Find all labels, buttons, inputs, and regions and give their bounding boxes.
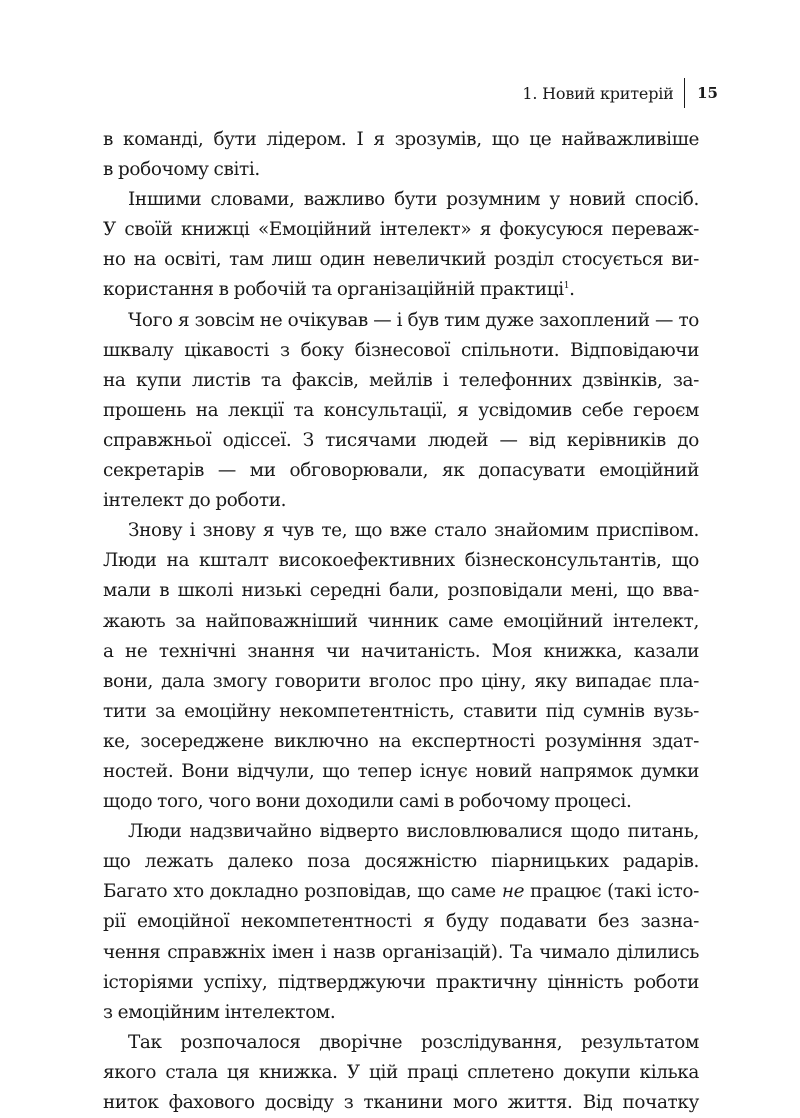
text-line-content: в команді, бути лідером. І я зрозумів, що це найважливіше [103, 129, 699, 150]
text-line [103, 907, 699, 937]
text-line [103, 366, 699, 396]
text-line [103, 1058, 699, 1088]
text-line [103, 185, 699, 215]
text-line [103, 847, 699, 877]
text-line-content: секретарів — ми обговорювали, як допасувати емоційний [103, 460, 699, 482]
text-line-content: Багато хто докладно розповідав, що саме [103, 881, 502, 903]
text-line-content: вони, дала змогу говорити вголос про ціну, яку випадає пла- [103, 670, 699, 692]
text-line [103, 546, 699, 576]
text-line-content: користання в робочій та організаційній практиці [103, 279, 564, 301]
text-line-content: що лежать далеко поза досяжністю піарницьких радарів. [103, 851, 699, 873]
text-line [103, 516, 699, 546]
text-line [103, 215, 699, 245]
text-line [103, 396, 699, 426]
text-line [103, 968, 699, 998]
text-line [103, 817, 699, 847]
text-line-content: в робочому світі. [103, 159, 260, 181]
text-line-content: Чого я зовсім не очікував — і був тим дуже захоплений — то [128, 309, 699, 331]
text-line-content: з емоційним інтелектом. [103, 1001, 336, 1023]
text-line [103, 607, 699, 637]
text-line [103, 877, 699, 907]
text-line-content: чення справжніх імен і назв організацій). Та чимало ділились [103, 941, 699, 963]
text-line-content: жають за найповажніший чинник саме емоційний інтелект, [103, 610, 699, 632]
text-line [103, 456, 699, 486]
body-text [103, 125, 699, 1118]
text-line [103, 155, 699, 185]
running-title: 1. Новий критерій [522, 83, 674, 103]
text-line-content: Люди надзвичайно відверто висловлювалися щодо питань, [128, 821, 699, 843]
text-line [103, 306, 699, 336]
text-line [103, 697, 699, 727]
text-line-content: на купи листів та факсів, мейлів і телефонних дзвінків, за- [103, 369, 699, 391]
text-line-content: справжньої одіссеї. З тисячами людей — від керівників до [103, 429, 699, 451]
text-line [103, 1028, 699, 1058]
text-line [103, 637, 699, 667]
text-line [103, 1088, 699, 1118]
text-line-content: ниток фахового досвіду з тканини мого життя. Від початку [103, 1092, 699, 1113]
text-line-content: ке, зосереджене виключно на експертності розуміння здат- [103, 730, 699, 752]
text-line-content: Знову і знову я чув те, що вже стало знайомим приспівом. [128, 520, 699, 542]
text-line-content: тити за емоційну некомпетентність, ставити під сумнів вузь- [103, 700, 699, 722]
text-line [103, 938, 699, 968]
text-line-content: ностей. Вони відчули, що тепер існує новий напрямок думки [103, 760, 699, 782]
text-line-content: рії емоційної некомпетентності я буду подавати без зазна- [103, 911, 699, 933]
text-line-content: якого стала ця книжка. У цій праці сплетено докупи кілька [103, 1061, 699, 1083]
text-line-content: но на освіті, там лиш один невеличкий розділ стосується ви- [103, 249, 699, 271]
text-line [103, 486, 699, 516]
text-line [103, 757, 699, 787]
text-line-content: історіями успіху, підтверджуючи практичну цінність роботи [103, 971, 699, 993]
text-line [103, 336, 699, 366]
text-line-content: а не технічні знання чи начитаність. Моя книжка, казали [103, 640, 699, 662]
page-number: 15 [697, 84, 718, 102]
text-line [103, 998, 699, 1028]
text-line-content: Іншими словами, важливо бути розумним у новий спосіб. [128, 189, 699, 211]
text-line [103, 787, 699, 817]
text-line [103, 125, 699, 155]
text-line-content: щодо того, чого вони доходили самі в робочому процесі. [103, 791, 632, 813]
footnote-marker: 1 [563, 281, 570, 292]
text-line-content: прошень на лекції та консультації, я усвідомив себе героєм [103, 399, 699, 421]
text-line [103, 426, 699, 456]
text-line-content: шквалу цікавості з боку бізнесової спільноти. Відповідаючи [103, 339, 699, 361]
emphasis: не [501, 881, 525, 903]
text-line-tail: працює (такі істо- [524, 881, 699, 903]
text-line [103, 245, 699, 275]
text-line [103, 667, 699, 697]
text-line-content: інтелект до роботи. [103, 490, 287, 512]
text-line [103, 275, 699, 305]
text-line-content: мали в школі низькі середні бали, розповідали мені, що вва- [103, 580, 699, 602]
text-line-content: У своїй книжці «Емоційний інтелект» я фокусуюся переваж- [103, 219, 699, 241]
text-line [103, 576, 699, 606]
text-line-tail: . [569, 279, 575, 301]
text-line [103, 727, 699, 757]
running-header [522, 78, 718, 108]
text-line-content: Люди на кшталт високоефективних бізнесконсультантів, що [103, 550, 699, 572]
text-line-content: Так розпочалося дворічне розслідування, результатом [128, 1031, 699, 1053]
